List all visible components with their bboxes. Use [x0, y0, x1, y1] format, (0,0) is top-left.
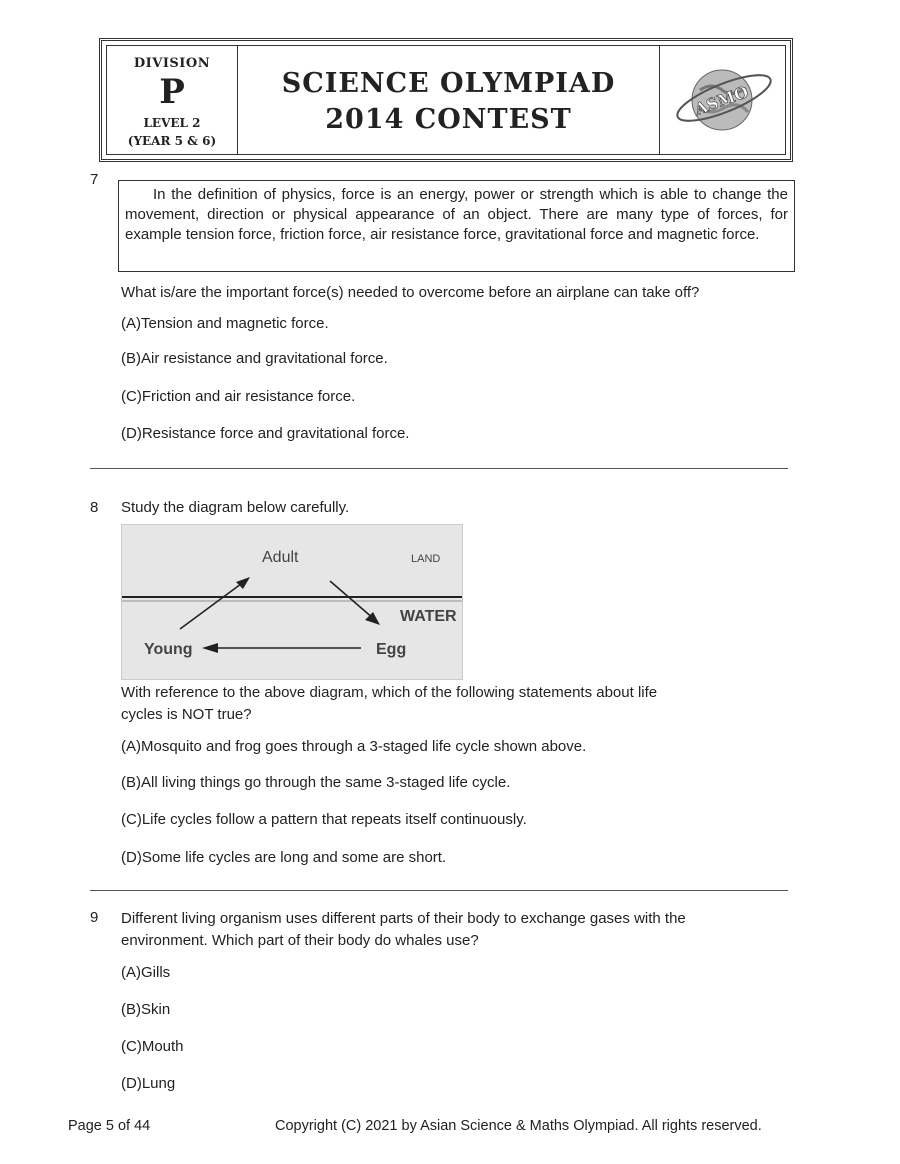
contest-header	[99, 38, 793, 162]
copyright-notice: Copyright (C) 2021 by Asian Science & Maths Olympiad. All rights reserved.	[275, 1118, 762, 1134]
division-panel	[107, 46, 238, 154]
young-label: Young	[144, 641, 193, 658]
question-9-line-2: environment. Which part of their body do whales use?	[121, 932, 479, 949]
question-9-line-1: Different living organism uses different parts of their body to exchange gases with the	[121, 910, 686, 927]
page-number: Page 5 of 44	[68, 1118, 151, 1134]
asmo-logo	[660, 46, 785, 154]
question-7-text: What is/are the important force(s) needed to overcome before an airplane can take off?	[121, 284, 700, 301]
q8-option-b[interactable]: (B)All living things go through the same 3-staged life cycle.	[121, 774, 511, 791]
q8-option-a[interactable]: (A)Mosquito and frog goes through a 3-staged life cycle shown above.	[121, 738, 587, 755]
q8-option-d[interactable]: (D)Some life cycles are long and some are short.	[121, 849, 447, 866]
division-letter: P	[159, 72, 185, 112]
egg-label: Egg	[376, 641, 407, 658]
title-line-2: 2014 CONTEST	[325, 104, 572, 135]
level-label: LEVEL 2	[143, 116, 201, 130]
q7-option-a[interactable]: (A)Tension and magnetic force.	[121, 315, 329, 332]
q8-option-c[interactable]: (C)Life cycles follow a pattern that repeats itself continuously.	[121, 811, 527, 828]
q9-option-d[interactable]: (D)Lung	[121, 1075, 176, 1092]
question-8-number: 8	[90, 499, 99, 516]
life-cycle-diagram	[121, 524, 463, 680]
q9-option-b[interactable]: (B)Skin	[121, 1001, 171, 1018]
q9-option-c[interactable]: (C)Mouth	[121, 1038, 184, 1055]
question-7-number: 7	[90, 171, 99, 188]
question-8-line-2: cycles is NOT true?	[121, 706, 252, 723]
question-9-number: 9	[90, 909, 99, 926]
division-label: DIVISION	[133, 56, 211, 71]
q7-option-b[interactable]: (B)Air resistance and gravitational force.	[121, 350, 388, 367]
q7-option-c[interactable]: (C)Friction and air resistance force.	[121, 388, 356, 405]
force-definition-text: In the definition of physics, force is an energy, power or strength which is able to change the movement, direction or physical appearance of an object. There are many type of forces, for example tension force, friction force, air resistance force, gravitational force and magnetic force.	[125, 186, 788, 243]
q7-option-d[interactable]: (D)Resistance force and gravitational force.	[121, 425, 410, 442]
divider	[90, 468, 788, 469]
contest-title	[238, 46, 660, 154]
title-line-1: SCIENCE OLYMPIAD	[281, 68, 616, 99]
logo-text: ASMO	[692, 82, 751, 120]
land-label: LAND	[411, 553, 441, 565]
adult-label: Adult	[262, 549, 299, 566]
question-8-intro: Study the diagram below carefully.	[121, 499, 350, 516]
water-label: WATER	[400, 608, 457, 625]
globe-logo-icon	[660, 46, 788, 154]
young-to-adult-arrow	[180, 581, 245, 629]
question-8-line-1: With reference to the above diagram, which of the following statements about life	[121, 684, 658, 701]
force-definition-box	[118, 180, 795, 272]
q9-option-a[interactable]: (A)Gills	[121, 964, 171, 981]
divider	[90, 890, 788, 891]
year-label: (YEAR 5 & 6)	[127, 134, 217, 148]
